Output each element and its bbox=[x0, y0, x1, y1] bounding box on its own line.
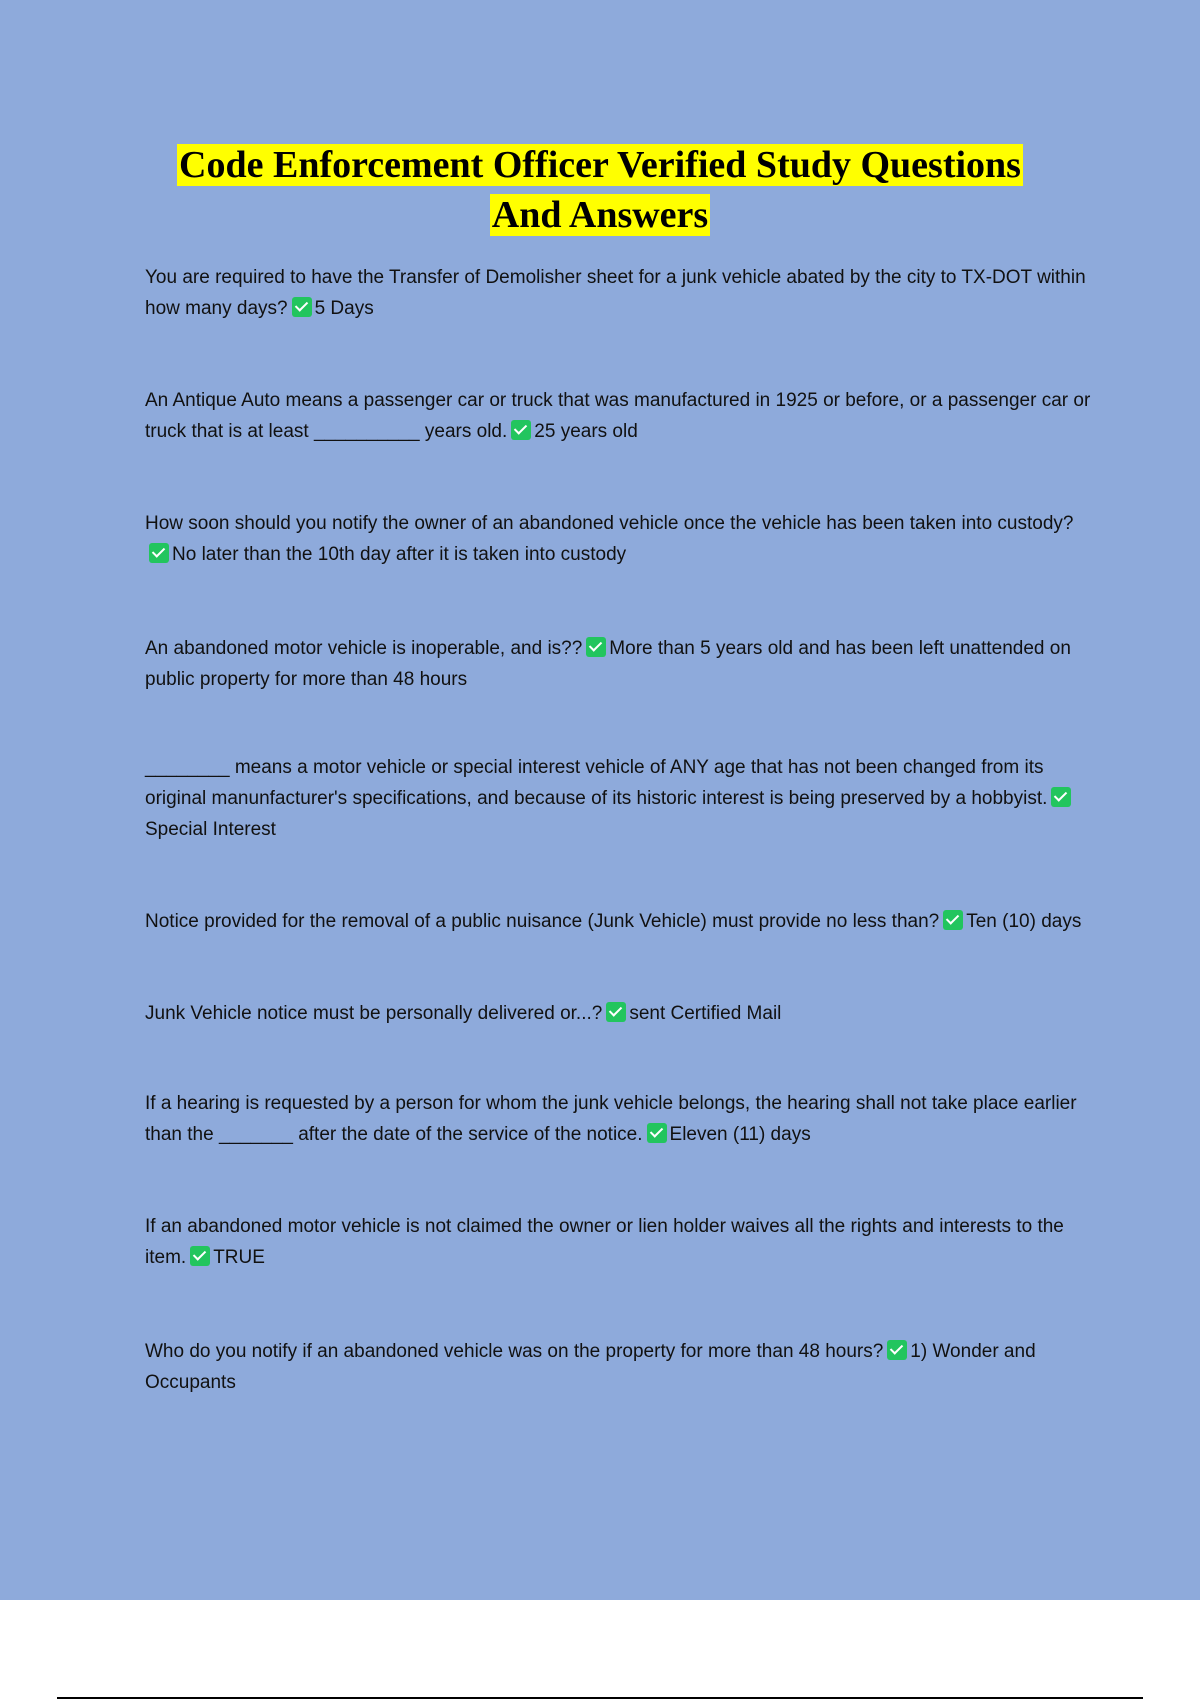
question-text: Junk Vehicle notice must be personally delivered or...? bbox=[145, 1003, 603, 1024]
check-icon bbox=[943, 910, 963, 930]
check-icon bbox=[1051, 787, 1071, 807]
qa-item bbox=[145, 998, 1095, 1029]
page-divider bbox=[57, 1697, 1143, 1699]
check-icon bbox=[586, 637, 606, 657]
answer-text: sent Certified Mail bbox=[629, 1003, 782, 1024]
answer-text: 1) Wonder and Occupants bbox=[145, 1341, 1036, 1393]
document-title bbox=[0, 140, 1200, 240]
check-icon bbox=[647, 1123, 667, 1143]
answer-text: 5 Days bbox=[314, 298, 374, 319]
question-text: If an abandoned motor vehicle is not claimed the owner or lien holder waives all the rights and interests to the item. bbox=[145, 1216, 1064, 1268]
answer-text: Eleven (11) days bbox=[669, 1124, 811, 1145]
answer-text: No later than the 10th day after it is taken into custody bbox=[172, 544, 627, 565]
question-text: Who do you notify if an abandoned vehicle was on the property for more than 48 hours? bbox=[145, 1341, 884, 1362]
qa-item bbox=[145, 1336, 1095, 1398]
answer-text: Special Interest bbox=[145, 819, 276, 840]
answer-text: TRUE bbox=[213, 1247, 265, 1268]
question-text: Notice provided for the removal of a public nuisance (Junk Vehicle) must provide no less than? bbox=[145, 911, 940, 932]
answer-text: 25 years old bbox=[534, 421, 638, 442]
question-text: An abandoned motor vehicle is inoperable, and is?? bbox=[145, 638, 583, 659]
check-icon bbox=[887, 1340, 907, 1360]
check-icon bbox=[149, 543, 169, 563]
qa-item bbox=[145, 262, 1095, 324]
question-text: An Antique Auto means a passenger car or truck that was manufactured in 1925 or before, or a passenger car or truck that is at least __________ years old. bbox=[145, 390, 1091, 442]
check-icon bbox=[511, 420, 531, 440]
question-text: You are required to have the Transfer of Demolisher sheet for a junk vehicle abated by the city to TX-DOT within how many days? bbox=[145, 267, 1086, 319]
title-line-1: Code Enforcement Officer Verified Study Questions bbox=[179, 144, 1021, 186]
title-line-2: And Answers bbox=[491, 194, 709, 236]
question-text: How soon should you notify the owner of an abandoned vehicle once the vehicle has been taken into custody? bbox=[145, 513, 1074, 534]
answer-text: Ten (10) days bbox=[966, 911, 1082, 932]
question-text: If a hearing is requested by a person for whom the junk vehicle belongs, the hearing shall not take place earlier than the _______ after the date of the service of the notice. bbox=[145, 1093, 1077, 1145]
qa-item bbox=[145, 385, 1095, 447]
qa-item bbox=[145, 1088, 1095, 1150]
check-icon bbox=[190, 1246, 210, 1266]
check-icon bbox=[292, 297, 312, 317]
qa-item bbox=[145, 906, 1095, 937]
qa-item bbox=[145, 508, 1095, 570]
check-icon bbox=[606, 1002, 626, 1022]
qa-item bbox=[145, 633, 1095, 695]
answer-text: More than 5 years old and has been left unattended on public property for more than 48 hours bbox=[145, 638, 1071, 690]
qa-list bbox=[145, 262, 1095, 1398]
qa-item bbox=[145, 752, 1095, 845]
question-text: ________ means a motor vehicle or special interest vehicle of ANY age that has not been changed from its original manunfacturer's specifications, and because of its historic interest is being preserved by a hobbyist. bbox=[145, 757, 1048, 809]
qa-item bbox=[145, 1211, 1095, 1273]
